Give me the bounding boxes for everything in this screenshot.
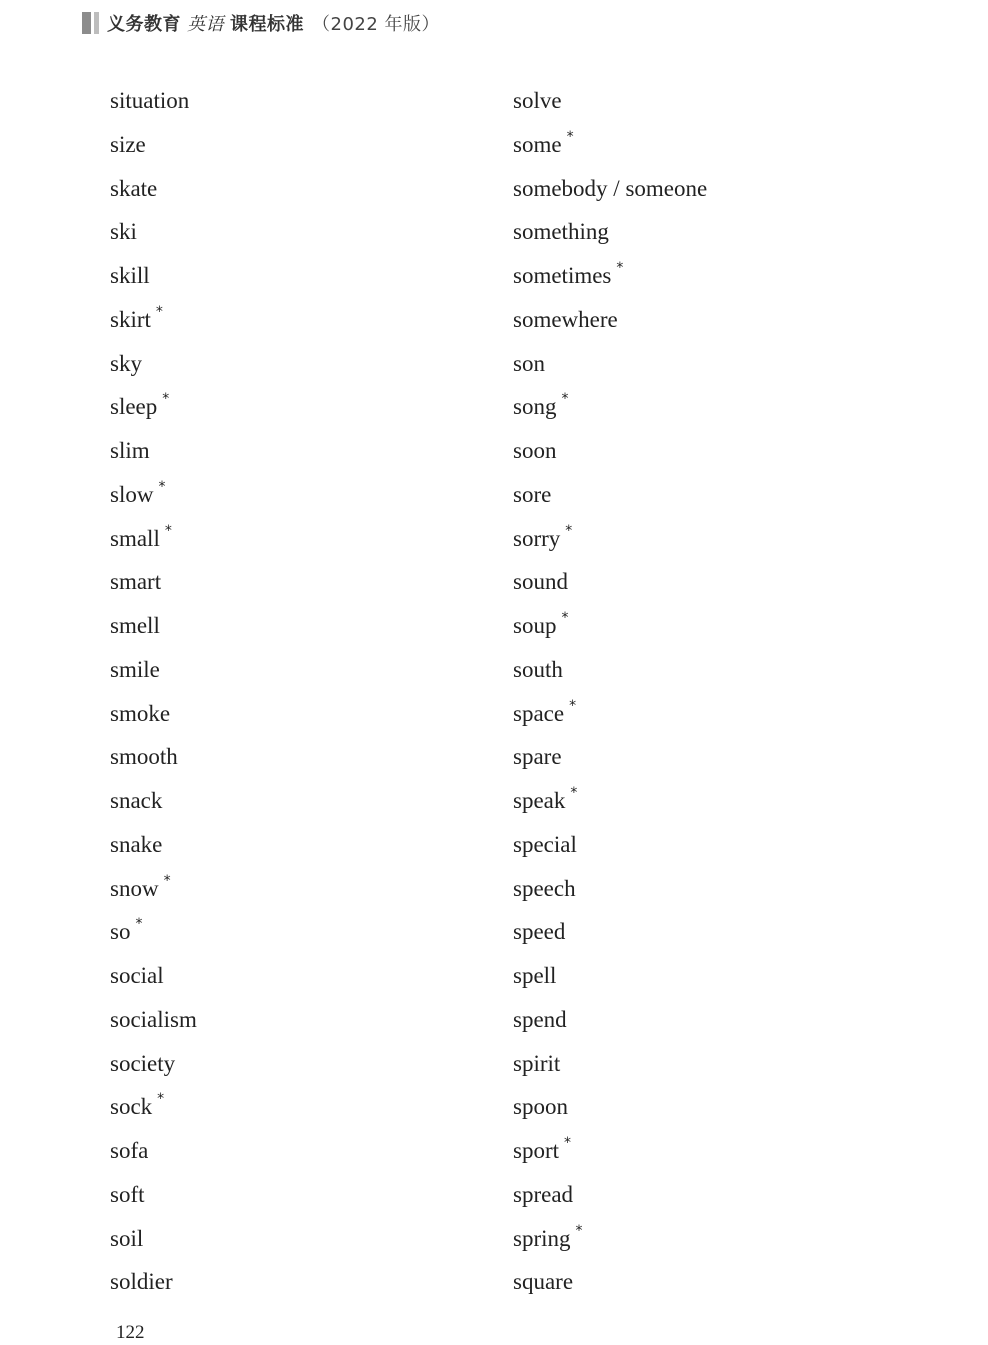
word-text: ski (110, 219, 137, 245)
word-text: skirt (110, 306, 151, 332)
word-entry (513, 648, 707, 692)
header-edition: （2022 年版） (312, 14, 441, 35)
word-text: socialism (110, 1006, 197, 1032)
word-entry (513, 1042, 707, 1086)
word-text: soil (110, 1225, 144, 1251)
word-text: son (513, 350, 545, 376)
asterisk-marker: * (135, 916, 143, 933)
word-text: sometimes (513, 263, 612, 288)
asterisk-marker: * (162, 391, 170, 408)
word-entry (110, 473, 197, 517)
word-entry (513, 998, 707, 1042)
word-entry (513, 779, 707, 823)
word-entry (110, 954, 197, 998)
word-entry (513, 692, 707, 736)
word-text: soon (513, 438, 557, 463)
word-text: south (513, 656, 563, 682)
asterisk-marker: * (569, 697, 577, 714)
word-entry (110, 429, 197, 473)
word-entry (513, 342, 707, 386)
word-text: small (110, 525, 160, 551)
word-entry (110, 692, 197, 736)
word-text: spare (513, 744, 562, 770)
header-standard: 课程标准 (230, 14, 304, 35)
word-text: spread (513, 1181, 574, 1207)
asterisk-marker: * (561, 610, 569, 626)
word-entry (513, 473, 707, 517)
word-text: slim (110, 438, 150, 463)
word-text: size (110, 131, 146, 157)
word-text: spoon (513, 1094, 568, 1120)
word-entry (110, 604, 197, 648)
word-entry (513, 298, 707, 342)
word-text: smart (110, 569, 162, 595)
word-text: situation (110, 88, 190, 113)
asterisk-marker: * (155, 303, 163, 320)
asterisk-marker: * (561, 391, 569, 408)
word-entry (110, 385, 197, 429)
word-entry (513, 385, 707, 429)
word-text: smile (110, 656, 160, 682)
word-text: sofa (110, 1138, 149, 1163)
word-text: solve (513, 88, 562, 113)
word-text: somewhere (513, 306, 618, 332)
word-entry (110, 1129, 197, 1173)
word-text: skill (110, 263, 150, 288)
word-text: soldier (110, 1269, 173, 1295)
running-header (82, 8, 440, 38)
word-entry (513, 823, 707, 867)
word-text: spirit (513, 1050, 561, 1076)
word-entry (513, 867, 707, 911)
asterisk-marker: * (566, 128, 574, 145)
word-text: sky (110, 350, 142, 376)
word-entry (110, 910, 197, 954)
asterisk-marker: * (564, 1135, 571, 1151)
word-entry (513, 79, 707, 123)
asterisk-marker: * (164, 522, 172, 539)
word-column-left (110, 79, 197, 1304)
word-entry (110, 1217, 197, 1261)
word-entry (513, 954, 707, 998)
word-text: speak (513, 788, 566, 813)
word-text: snow (110, 875, 159, 901)
word-text: soft (110, 1181, 145, 1207)
word-entry (110, 735, 197, 779)
word-text: soup (513, 613, 557, 638)
header-title-main: 义务教育 (107, 14, 181, 35)
header-subject: 英语 (187, 14, 224, 35)
word-entry (110, 823, 197, 867)
word-entry (110, 1260, 197, 1304)
header-bar-dark (82, 12, 91, 34)
asterisk-marker: * (570, 785, 578, 801)
word-entry (513, 1217, 707, 1261)
word-entry (110, 648, 197, 692)
word-text: snake (110, 831, 163, 857)
word-entry (513, 1173, 707, 1217)
word-text: slow (110, 481, 154, 507)
word-text: speech (513, 875, 576, 901)
word-text: sock (110, 1094, 153, 1120)
word-text: social (110, 963, 164, 988)
word-text: spend (513, 1006, 567, 1032)
word-entry (110, 1042, 197, 1086)
word-entry (513, 429, 707, 473)
asterisk-marker: * (157, 1091, 165, 1108)
word-text: sleep (110, 394, 158, 420)
word-entry (110, 998, 197, 1042)
word-text: something (513, 219, 609, 245)
word-entry (110, 167, 197, 211)
word-column-right (513, 79, 707, 1304)
word-entry (513, 604, 707, 648)
word-text: skate (110, 175, 158, 201)
word-entry (513, 167, 707, 211)
word-entry (110, 298, 197, 342)
word-entry (513, 735, 707, 779)
word-text: sport (513, 1138, 559, 1163)
word-text: spell (513, 963, 557, 988)
word-text: speed (513, 919, 566, 945)
word-entry (110, 560, 197, 604)
asterisk-marker: * (575, 1222, 583, 1239)
word-text: society (110, 1050, 176, 1076)
word-text: sore (513, 481, 552, 507)
word-text: space (513, 700, 565, 726)
word-text: some (513, 131, 562, 157)
word-text: sound (513, 569, 568, 595)
word-text: spring (513, 1225, 571, 1251)
word-entry (110, 1173, 197, 1217)
word-entry (110, 123, 197, 167)
word-text: somebody / someone (513, 175, 708, 201)
word-entry (110, 254, 197, 298)
word-text: song (513, 394, 557, 420)
word-text: sorry (513, 525, 561, 551)
word-text: smooth (110, 744, 178, 770)
word-text: smoke (110, 700, 171, 726)
asterisk-marker: * (616, 260, 624, 276)
header-title (107, 10, 440, 36)
word-entry (513, 123, 707, 167)
asterisk-marker: * (565, 522, 573, 539)
word-entry (110, 210, 197, 254)
asterisk-marker: * (163, 872, 171, 889)
word-text: so (110, 919, 131, 945)
page-number: 122 (116, 1322, 145, 1343)
word-entry (110, 517, 197, 561)
word-text: square (513, 1269, 574, 1295)
word-entry (513, 910, 707, 954)
word-entry (513, 1129, 707, 1173)
asterisk-marker: * (158, 478, 166, 495)
word-entry (110, 342, 197, 386)
word-entry (513, 560, 707, 604)
word-entry (110, 1085, 197, 1129)
word-text: special (513, 831, 577, 857)
word-text: snack (110, 788, 163, 813)
word-text: smell (110, 613, 160, 638)
word-entry (513, 254, 707, 298)
word-entry (513, 210, 707, 254)
word-entry (513, 1085, 707, 1129)
header-bar-icon (82, 12, 99, 34)
word-entry (110, 867, 197, 911)
word-entry (513, 1260, 707, 1304)
word-entry (110, 79, 197, 123)
word-entry (110, 779, 197, 823)
word-entry (513, 517, 707, 561)
header-bar-light (94, 12, 99, 34)
